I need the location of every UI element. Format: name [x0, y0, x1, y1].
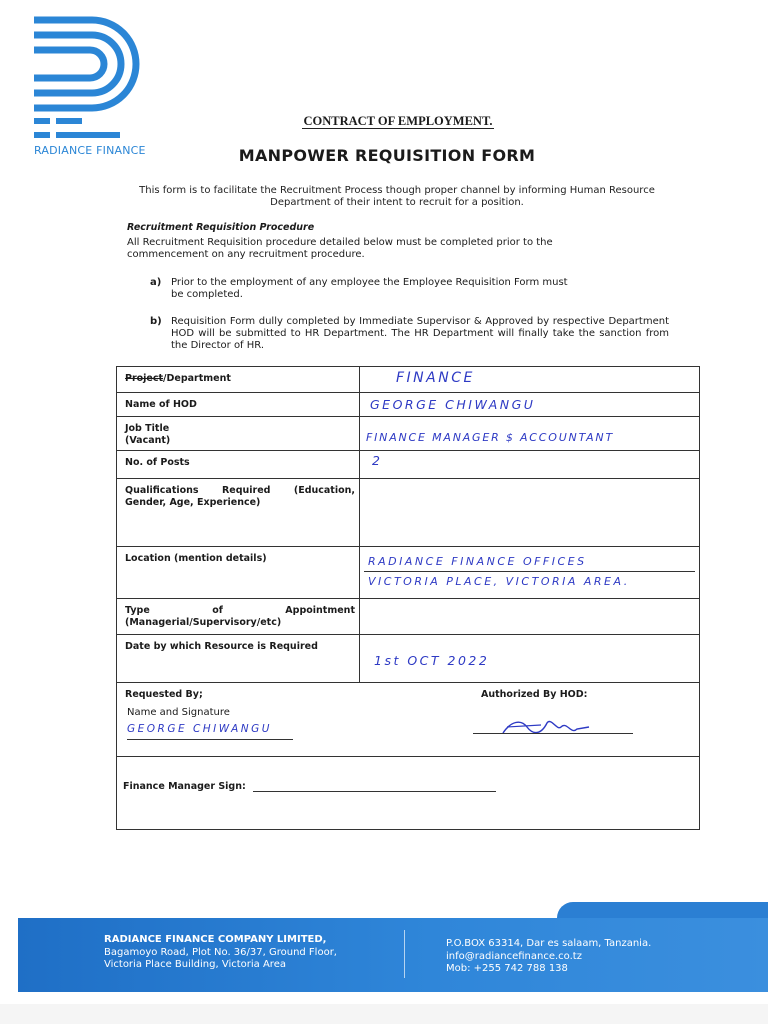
row-appointment-type — [117, 599, 699, 635]
location-value-line-2: VICTORIA PLACE, VICTORIA AREA. — [368, 575, 630, 588]
job-title-value: FINANCE MANAGER $ ACCOUNTANT — [366, 431, 614, 444]
qualifications-field[interactable] — [359, 479, 699, 546]
contract-title: CONTRACT OF EMPLOYMENT. — [303, 114, 493, 128]
footer-mobile: Mob: +255 742 788 138 — [446, 963, 568, 974]
row-department — [117, 367, 699, 393]
location-value-line-1: RADIANCE FINANCE OFFICES — [368, 555, 587, 568]
department-label: Project/Department — [125, 373, 231, 384]
department-field[interactable] — [359, 367, 699, 392]
page-title: MANPOWER REQUISITION FORM — [238, 146, 536, 165]
footer-address-line-2: Victoria Place Building, Victoria Area — [104, 959, 286, 970]
appointment-type-field[interactable] — [359, 599, 699, 634]
item-text: Prior to the employment of any employee the Employee Requisition Form must be completed. — [171, 277, 568, 300]
job-title-label: Job Title (Vacant) — [125, 423, 171, 446]
department-value: FINANCE — [396, 370, 475, 386]
hod-label: Name of HOD — [125, 399, 197, 410]
location-label: Location (mention details) — [125, 553, 267, 564]
footer-po-box: P.O.BOX 63314, Dar es salaam, Tanzania. — [446, 938, 652, 949]
footer-address — [104, 934, 337, 972]
location-divider — [364, 571, 695, 572]
row-posts — [117, 451, 699, 479]
footer-email[interactable]: info@radiancefinance.co.tz — [446, 950, 582, 962]
procedure-item-b — [150, 316, 670, 354]
footer-contact — [446, 938, 651, 976]
requested-by-label: Requested By; — [125, 689, 203, 700]
procedure-text: All Recruitment Requisition procedure detailed below must be completed prior to the commencement on any recruitment procedure. — [127, 237, 553, 260]
row-date-required — [117, 635, 699, 683]
brand-name: RADIANCE FINANCE — [34, 144, 146, 157]
page-bottom-strip — [0, 1004, 768, 1024]
hod-value: GEORGE CHIWANGU — [370, 397, 536, 412]
finance-manager-sign-line[interactable] — [253, 791, 496, 792]
posts-label: No. of Posts — [125, 457, 190, 468]
row-job-title — [117, 417, 699, 451]
procedure-item-a — [150, 277, 590, 303]
posts-value: 2 — [372, 453, 383, 468]
job-title-field[interactable] — [359, 417, 699, 450]
hod-signature-icon — [501, 713, 593, 743]
footer-divider — [404, 930, 405, 978]
date-required-field[interactable] — [359, 635, 699, 682]
footer-address-line-1: Bagamoyo Road, Plot No. 36/37, Ground Floor, — [104, 946, 337, 958]
row-qualifications — [117, 479, 699, 547]
row-location — [117, 547, 699, 599]
date-required-value: 1st OCT 2022 — [374, 653, 490, 668]
hod-signature-line[interactable] — [473, 733, 633, 734]
qualifications-label: Qualifications Required (Education, Gender, Age, Experience) — [125, 485, 355, 508]
date-required-label: Date by which Resource is Required — [125, 641, 318, 652]
item-text: Requisition Form dully completed by Immediate Supervisor & Approved by respective Department HOD will be submitted to HR Department. The HR Department will finally take the sanction from the Director of HR. — [171, 316, 669, 351]
appointment-type-label: Type of Appointment (Managerial/Supervisory/etc) — [125, 605, 355, 628]
item-marker: a) — [150, 277, 162, 288]
authorized-by-label: Authorized By HOD: — [481, 689, 588, 700]
location-field[interactable] — [359, 547, 699, 598]
name-signature-label: Name and Signature — [127, 707, 230, 718]
hod-field[interactable] — [359, 393, 699, 416]
intro-text: This form is to facilitate the Recruitment Process though proper channel by informing Human Resource Department of their intent to recruit for a position. — [139, 185, 655, 208]
footer-company: RADIANCE FINANCE COMPANY LIMITED, — [104, 934, 327, 945]
requested-name-value: GEORGE CHIWANGU — [127, 723, 272, 735]
finance-manager-sign-label: Finance Manager Sign: — [123, 781, 246, 792]
posts-field[interactable] — [359, 451, 699, 478]
procedure-heading: Recruitment Requisition Procedure — [127, 222, 315, 233]
row-hod — [117, 393, 699, 417]
item-marker: b) — [150, 316, 162, 327]
requested-signature-line[interactable] — [127, 739, 293, 740]
requisition-form — [116, 366, 700, 830]
approval-section — [117, 683, 699, 757]
